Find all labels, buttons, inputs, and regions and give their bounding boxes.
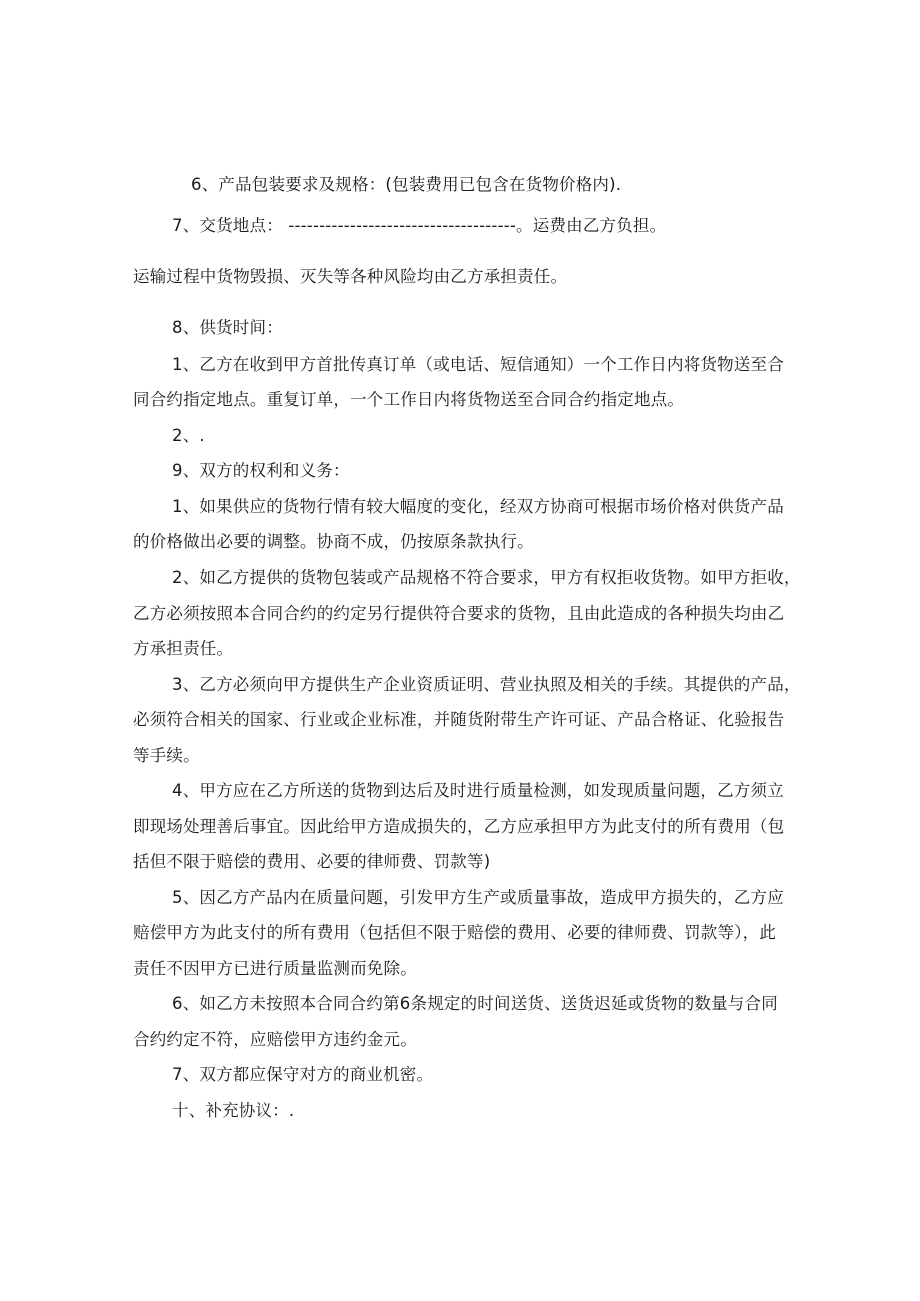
clause-9-6-line-1: 6、如乙方未按照本合同合约第6条规定的时间送货、送货迟延或货物的数量与合同 [172, 994, 778, 1013]
clause-9-4-line-2: 即现场处理善后事宜。因此给甲方造成损失的，乙方应承担甲方为此支付的所有费用（包 [133, 817, 785, 836]
clause-9-7: 7、双方都应保守对方的商业机密。 [172, 1065, 434, 1084]
clause-8-1-line-1: 1、乙方在收到甲方首批传真订单（或电话、短信通知）一个工作日内将货物送至合 [172, 355, 784, 374]
clause-9-5-line-3: 责任不因甲方已进行质量监测而免除。 [133, 959, 417, 978]
clause-7-risk-text: 运输过程中货物毁损、灭失等各种风险均由乙方承担责任。 [133, 267, 568, 286]
clause-9-2-line-2: 乙方必须按照本合同合约的约定另行提供符合要求的货物，且由此造成的各种损失均由乙 [133, 604, 785, 623]
clause-8-1-line-2: 同合约指定地点。重复订单，一个工作日内将货物送至合同合约指定地点。 [133, 390, 685, 409]
clause-9-1-line-2: 的价格做出必要的调整。协商不成，仍按原条款执行。 [133, 532, 534, 551]
clause-7-delivery-location: 7、交货地点： -------------------------------------。运费由乙方负担。 [172, 216, 667, 235]
clause-8-2: 2、. [172, 426, 205, 445]
clause-9-5-line-2: 赔偿甲方为此支付的所有费用（包括但不限于赔偿的费用、必要的律师费、罚款等），此 [133, 923, 777, 942]
clause-9-5-line-1: 5、因乙方产品内在质量问题，引发甲方生产或质量事故，造成甲方损失的，乙方应 [172, 888, 784, 907]
clause-8-heading: 8、供货时间： [172, 318, 283, 337]
clause-10-supplementary-agreement: 十、补充协议：. [172, 1101, 295, 1120]
clause-9-heading: 9、双方的权利和义务： [172, 461, 350, 480]
clause-6-packaging: 6、产品包装要求及规格：(包装费用已包含在货物价格内). [191, 175, 622, 194]
clause-9-2-line-3: 方承担责任。 [133, 639, 234, 658]
clause-9-6-line-2: 合约约定不符，应赔偿甲方违约金元。 [133, 1030, 417, 1049]
clause-9-3-line-3: 等手续。 [133, 746, 200, 765]
clause-9-4-line-1: 4、甲方应在乙方所送的货物到达后及时进行质量检测，如发现质量问题，乙方须立 [172, 781, 784, 800]
clause-9-3-line-2: 必须符合相关的国家、行业或企业标准，并随货附带生产许可证、产品合格证、化验报告 [133, 710, 785, 729]
clause-9-4-line-3: 括但不限于赔偿的费用、必要的律师费、罚款等) [133, 852, 491, 871]
clause-9-2-line-1: 2、如乙方提供的货物包装或产品规格不符合要求，甲方有权拒收货物。如甲方拒收， [172, 568, 801, 587]
clause-9-3-line-1: 3、乙方必须向甲方提供生产企业资质证明、营业执照及相关的手续。其提供的产品， [172, 675, 801, 694]
clause-9-1-line-1: 1、如果供应的货物行情有较大幅度的变化，经双方协商可根据市场价格对供货产品 [172, 497, 784, 516]
